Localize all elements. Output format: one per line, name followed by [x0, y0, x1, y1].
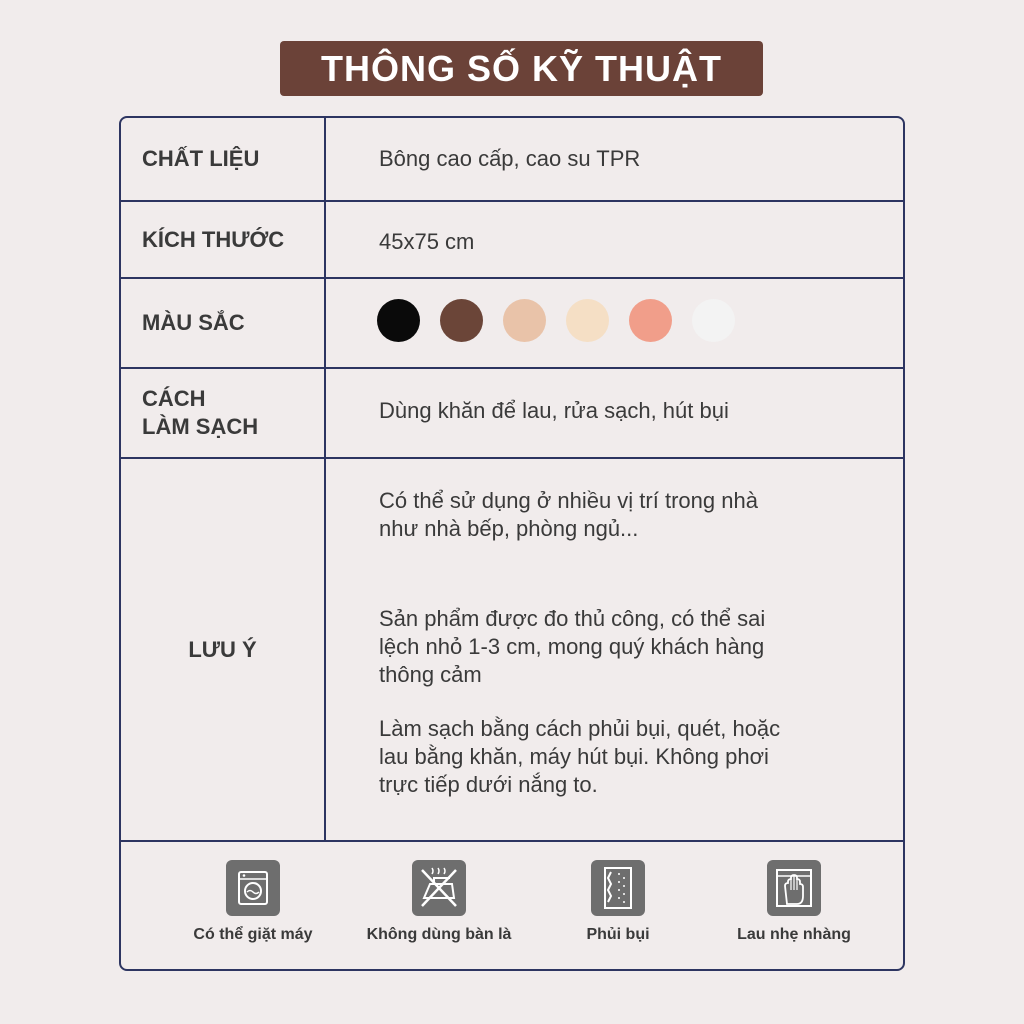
care-item-dust-brush — [518, 842, 718, 971]
care-label: Có thể giặt máy — [193, 926, 313, 943]
spec-table — [119, 116, 905, 971]
dust-brush-icon — [591, 860, 645, 916]
color-swatch-cream[interactable] — [566, 299, 609, 342]
care-item-gentle-wipe — [694, 842, 894, 971]
note-text-line: Có thể sử dụng ở nhiều vị trí trong nhà — [379, 488, 758, 513]
color-swatch-salmon[interactable] — [629, 299, 672, 342]
note-paragraph-2 — [379, 605, 873, 689]
color-label: MÀU SẮC — [121, 279, 326, 367]
care-label: Phủi bụi — [586, 926, 650, 943]
note-text-line: Làm sạch bằng cách phủi bụi, quét, hoặc — [379, 716, 781, 741]
color-swatch-black[interactable] — [377, 299, 420, 342]
size-value: 45x75 cm — [379, 229, 475, 254]
spec-row-size — [121, 202, 903, 279]
cleaning-label-line2: LÀM SẠCH — [142, 414, 259, 439]
note-text-line: trực tiếp dưới nắng to. — [379, 772, 598, 797]
spec-row-note — [121, 459, 903, 842]
material-value: Bông cao cấp, cao su TPR — [379, 146, 641, 171]
care-item-no-iron — [339, 842, 539, 971]
color-swatch-brown[interactable] — [440, 299, 483, 342]
cleaning-label — [121, 369, 326, 457]
cleaning-label-line1: CÁCH — [142, 386, 206, 411]
size-label: KÍCH THƯỚC — [121, 202, 326, 277]
note-text-line: Sản phẩm được đo thủ công, có thể sai — [379, 606, 766, 631]
color-swatch-white[interactable] — [692, 299, 735, 342]
no-iron-icon — [412, 860, 466, 916]
spec-row-material — [121, 118, 903, 202]
note-text-line: như nhà bếp, phòng ngủ... — [379, 516, 639, 541]
washing-machine-icon — [226, 860, 280, 916]
note-text-line: lệch nhỏ 1-3 cm, mong quý khách hàng — [379, 634, 765, 659]
note-text-line: lau bằng khăn, máy hút bụi. Không phơi — [379, 744, 769, 769]
material-label: CHẤT LIỆU — [121, 118, 326, 200]
note-label: LƯU Ý — [121, 459, 326, 840]
page-title: THÔNG SỐ KỸ THUẬT — [280, 41, 763, 96]
hand-wipe-icon — [767, 860, 821, 916]
care-instructions — [121, 842, 903, 971]
color-swatch-beige[interactable] — [503, 299, 546, 342]
spec-row-cleaning — [121, 369, 903, 459]
care-label: Lau nhẹ nhàng — [737, 926, 851, 943]
care-item-machine-wash — [153, 842, 353, 971]
note-paragraph-3 — [379, 715, 873, 799]
note-paragraph-1 — [379, 487, 873, 543]
cleaning-value: Dùng khăn để lau, rửa sạch, hút bụi — [379, 398, 729, 423]
note-text-line: thông cảm — [379, 662, 482, 687]
spec-row-color — [121, 279, 903, 369]
care-label: Không dùng bàn là — [366, 926, 512, 943]
